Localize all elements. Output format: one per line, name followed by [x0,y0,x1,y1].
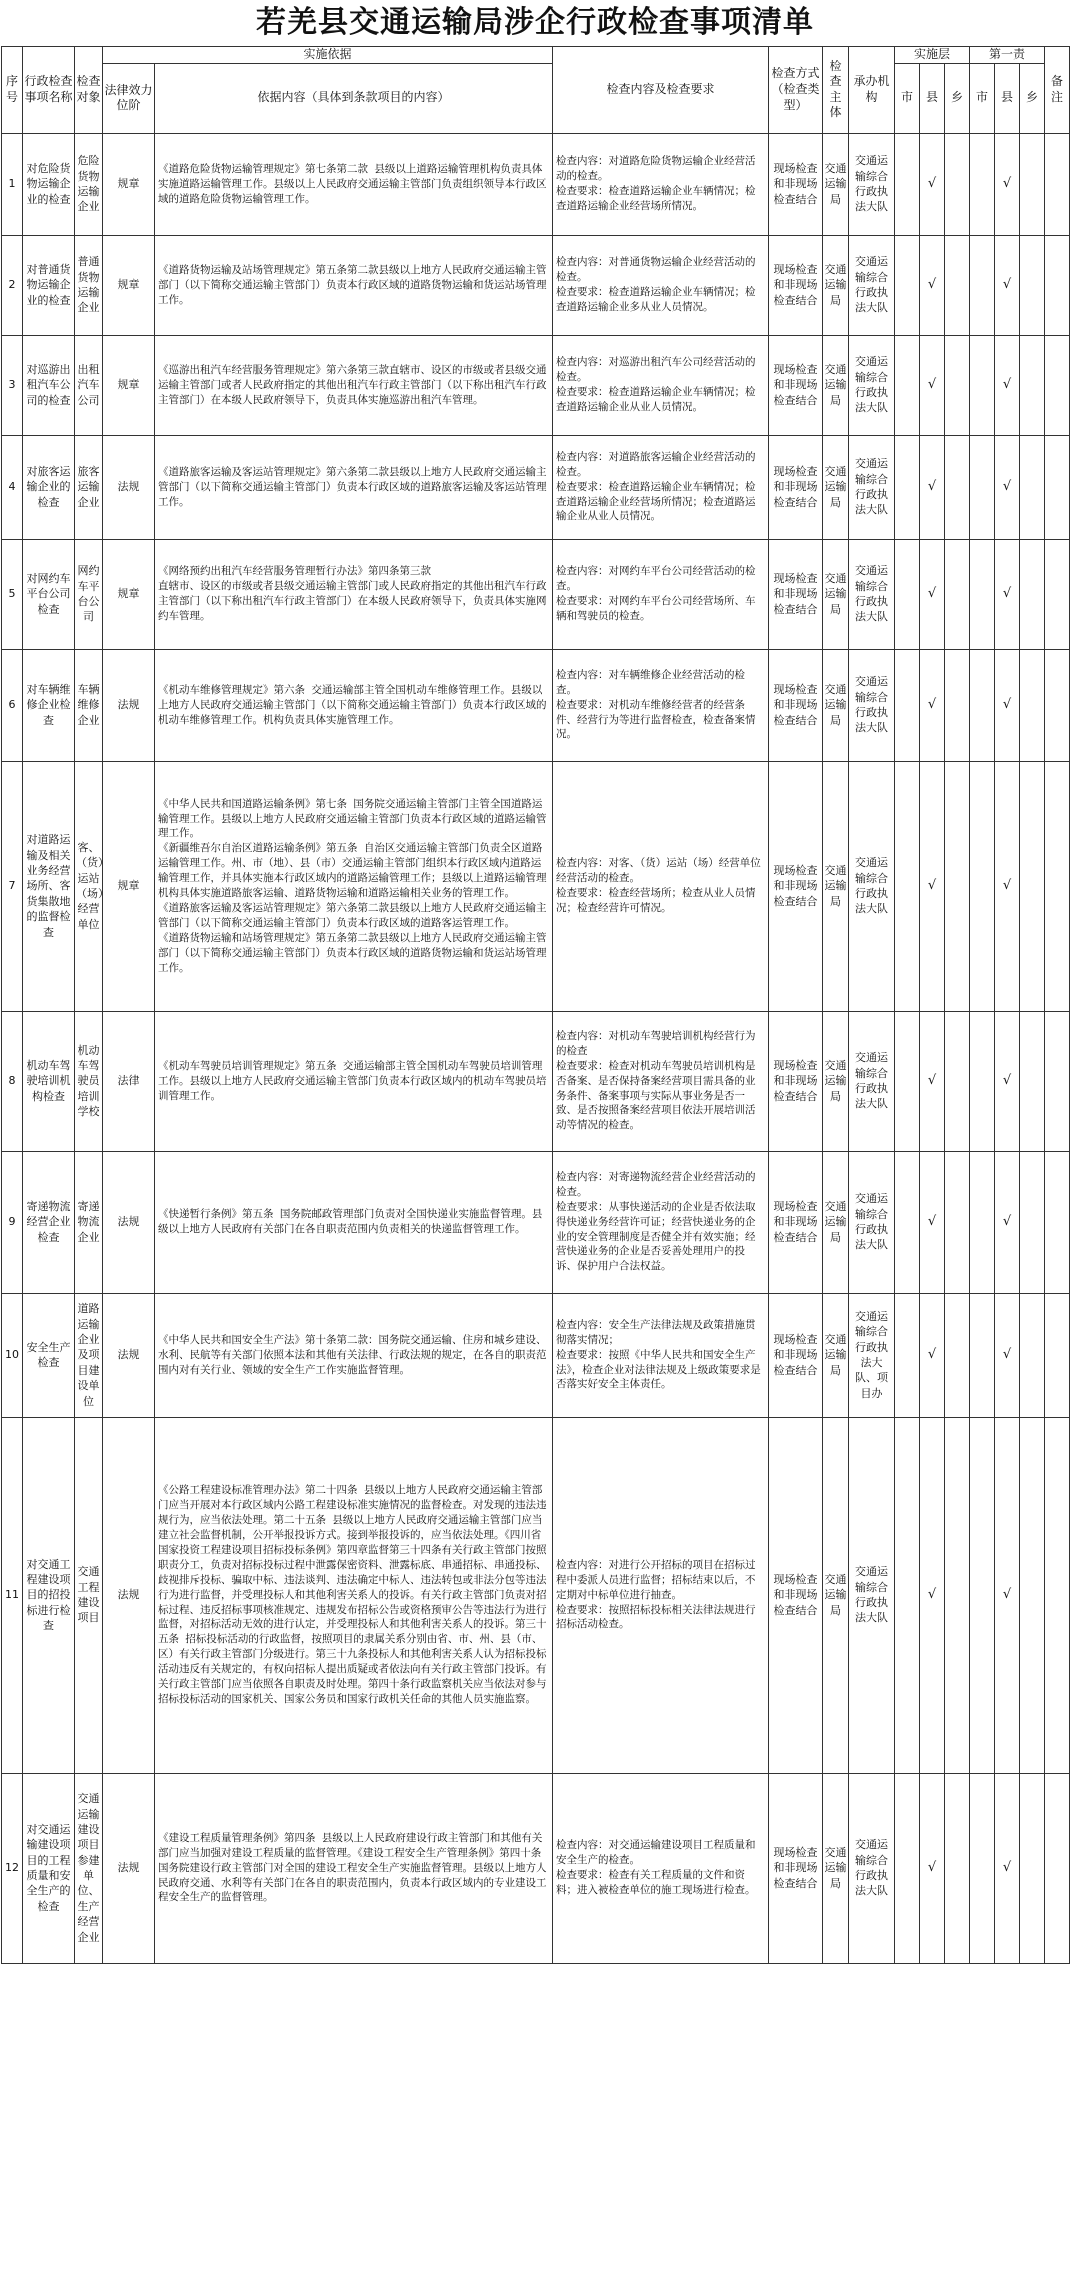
row-object: 车辆维修企业 [75,649,103,761]
row-basis [155,133,553,235]
table-row [2,335,1070,435]
row-object: 交通工程建设项目 [75,1417,103,1773]
first-county-check: √ [995,1011,1020,1151]
basis-paragraph: 《中华人民共和国安全生产法》第十条第二款：国务院交通运输、住房和城乡建设、水利、民航等有关部门依照本法和其他有关法律、行政法规的规定，在各自的职责范围内对有关行业、领域的安全生产工作实施监督管理。 [158,1333,547,1376]
requirement-paragraph: 检查内容：对巡游出租汽车公司经营活动的检查。 [556,356,756,384]
level-county-check: √ [920,435,945,539]
level-county-check: √ [920,1417,945,1773]
header-seq: 序号 [2,47,23,134]
row-item-name: 对旅客运输企业的检查 [23,435,75,539]
first-city-cell [970,133,995,235]
header-method: 检查方式（检查类型） [769,47,823,134]
row-method: 现场检查和非现场检查结合 [769,1011,823,1151]
row-subject: 交通运输局 [823,1151,849,1293]
row-seq: 1 [2,133,23,235]
row-basis [155,335,553,435]
basis-paragraph: 《巡游出租汽车经营服务管理规定》第六条第三款直辖市、设区的市级或者县级交通运输主管部门或者人民政府指定的其他出租汽车行政主管部门（以下称出租汽车行政主管部门）在本级人民政府领导下，负责具体实施巡游出租汽车管理。 [158,363,547,406]
level-town-cell [945,1151,970,1293]
row-agency: 交通运输综合行政执法大队 [849,761,895,1011]
basis-paragraph: 《公路工程建设标准管理办法》第二十四条 县级以上地方人民政府交通运输主管部门应当开展对本行政区域内公路工程建设标准实施情况的监督检查。对发现的违法违规行为，应当依法处理。第二十五条 县级以上地方人民政府交通运输主管部门应当建立社会监督机制，公开举报投诉方式。接到举报投诉的，应当依法处理。《四川省国家投资工程建设项目招标投标条例》第四章监督第三十四条有关行政主管部门按照职责分工，负责对招标投标过程中泄露保密资料、泄露标底、串通招标、串通投标、歧视排斥投标、骗取中标、违法谈判、违法确定中标人、违法转包或非法分包等违法行为进行监督，并受理投标人和其他利害关系人的投诉。有关行政主管部门负责对招标过程、违反招标事项核准规定、违规发布招标公告或资格预审公告等违法行为进行监督，对招标活动无效的进行认定，并受理投标人和其他利害关系人的投诉。第三十五条 招标投标活动的行政监督，按照项目的隶属关系分别由省、市、州、县（市、区）有关行政主管部门分级进行。第三十九条投标人和其他利害关系人认为招标投标活动违反有关规定的，有权向招标人提出质疑或者依法向有关行政主管部门投诉。有关行政主管部门应当依照各自职责及时处理。第四十条行政监察机关应当依法对参与招标投标活动的国家机关、国家公务员和国家行政机关任命的其他人员实施监察。 [158,1484,547,1705]
requirement-paragraph: 检查内容：对道路旅客运输企业经营活动的检查。 [556,450,756,478]
row-agency: 交通运输综合行政执法大队 [849,1417,895,1773]
requirement-paragraph: 检查要求：按照《中华人民共和国安全生产法》，检查企业对法律法规及上级政策要求是否落实好安全主体责任。 [556,1348,761,1391]
table-row [2,539,1070,649]
first-town-cell [1020,761,1045,1011]
table-row [2,1151,1070,1293]
row-requirements [553,761,769,1011]
inspection-table [1,46,1070,1964]
row-item-name: 机动车驾驶培训机构检查 [23,1011,75,1151]
row-subject: 交通运输局 [823,539,849,649]
requirement-paragraph: 检查内容：对交通运输建设项目工程质量和安全生产的检查。 [556,1839,756,1867]
row-requirements [553,435,769,539]
first-town-cell [1020,1011,1045,1151]
row-agency: 交通运输综合行政执法大队 [849,1151,895,1293]
row-object: 道路运输企业及项目建设单位 [75,1293,103,1417]
row-basis [155,1417,553,1773]
header-object: 检查对象 [75,47,103,134]
basis-paragraph: 《道路危险货物运输管理规定》第七条第二款 县级以上道路运输管理机构负责具体实施道路运输管理工作。县级以上人民政府交通运输主管部门负责组织领导本行政区域的道路危险货物运输管理工作。 [158,162,547,205]
row-item-name: 对网约车平台公司检查 [23,539,75,649]
row-subject: 交通运输局 [823,649,849,761]
level-county-check: √ [920,761,945,1011]
table-row [2,235,1070,335]
level-county-check: √ [920,235,945,335]
row-basis [155,1011,553,1151]
row-requirements [553,235,769,335]
row-item-name: 对危险货物运输企业的检查 [23,133,75,235]
row-seq: 3 [2,335,23,435]
row-seq: 12 [2,1773,23,1963]
row-object: 普通货物运输企业 [75,235,103,335]
row-subject: 交通运输局 [823,1417,849,1773]
row-item-name: 寄递物流经营企业检查 [23,1151,75,1293]
row-requirements [553,1151,769,1293]
requirement-paragraph: 检查内容：对寄递物流经营企业经营活动的检查。 [556,1170,756,1198]
level-county-check: √ [920,1011,945,1151]
requirement-paragraph: 检查内容：对道路危险货物运输企业经营活动的检查。 [556,155,756,183]
level-city-cell [895,1293,920,1417]
row-subject: 交通运输局 [823,1011,849,1151]
row-seq: 10 [2,1293,23,1417]
basis-paragraph: 直辖市、设区的市级或者县级交通运输主管部门或人民政府指定的其他出租汽车行政主管部门（以下称出租汽车行政主管部门）在本级人民政府领导下，负责具体实施网约车管理。 [158,580,547,622]
row-subject: 交通运输局 [823,335,849,435]
requirement-paragraph: 检查要求：检查有关工程质量的文件和资料；进入被检查单位的施工现场进行检查。 [556,1869,756,1896]
basis-paragraph: 《快递暂行条例》第五条 国务院邮政管理部门负责对全国快递业实施监督管理。县级以上地方人民政府有关部门在各自职责范围内负责相关的快递监督管理工作。 [158,1208,543,1236]
level-city-cell [895,1011,920,1151]
first-county-check: √ [995,335,1020,435]
row-method: 现场检查和非现场检查结合 [769,1417,823,1773]
level-town-cell [945,1293,970,1417]
header-basis: 依据内容（具体到条款项目的内容） [155,63,553,133]
row-remark [1045,1011,1070,1151]
requirement-paragraph: 检查要求：检查道路运输企业车辆情况；检查道路运输企业从业人员情况。 [556,386,756,413]
level-city-cell [895,435,920,539]
level-town-cell [945,133,970,235]
first-county-check: √ [995,435,1020,539]
level-town-cell [945,435,970,539]
requirement-paragraph: 检查内容：对客、（货）运站（场）经营单位经营活动的检查。 [556,857,761,885]
requirement-paragraph: 检查要求：检查经营场所；检查从业人员情况；检查经营许可情况。 [556,887,756,914]
row-remark [1045,761,1070,1011]
header-level-city: 市 [895,63,920,133]
row-remark [1045,1417,1070,1773]
row-legal-level: 法规 [103,1151,155,1293]
level-town-cell [945,235,970,335]
row-seq: 2 [2,235,23,335]
header-subject: 检查主体 [823,47,849,134]
row-basis [155,761,553,1011]
row-method: 现场检查和非现场检查结合 [769,235,823,335]
first-county-check: √ [995,761,1020,1011]
row-remark [1045,335,1070,435]
table-row [2,1773,1070,1963]
row-method: 现场检查和非现场检查结合 [769,1151,823,1293]
level-city-cell [895,1773,920,1963]
row-requirements [553,133,769,235]
requirement-paragraph: 检查内容：对车辆维修企业经营活动的检查。 [556,668,746,696]
row-seq: 8 [2,1011,23,1151]
row-legal-level: 法规 [103,1293,155,1417]
first-town-cell [1020,1773,1045,1963]
requirement-paragraph: 检查内容：对进行公开招标的项目在招标过程中委派人员进行监督；招标结束以后，不定期对中标单位进行抽查。 [556,1558,756,1601]
level-city-cell [895,1417,920,1773]
first-county-check: √ [995,1151,1020,1293]
first-city-cell [970,649,995,761]
row-basis [155,539,553,649]
header-level-town: 乡 [945,63,970,133]
page-title: 若羌县交通运输局涉企行政检查事项清单 [256,5,814,40]
basis-paragraph: 《机动车驾驶员培训管理规定》第五条 交通运输部主管全国机动车驾驶员培训管理工作。县级以上地方人民政府交通运输主管部门负责本行政区域内的机动车驾驶员培训管理工作。 [158,1059,547,1102]
first-county-check: √ [995,235,1020,335]
row-legal-level: 规章 [103,539,155,649]
row-item-name: 对交通工程建设项目的招投标进行检查 [23,1417,75,1773]
header-level-county: 县 [920,63,945,133]
row-agency: 交通运输综合行政执法大队 [849,1773,895,1963]
row-legal-level: 法规 [103,435,155,539]
table-row [2,435,1070,539]
level-town-cell [945,539,970,649]
requirement-paragraph: 检查内容：安全生产法律法规及政策措施贯彻落实情况； [556,1318,756,1346]
row-item-name: 安全生产检查 [23,1293,75,1417]
row-method: 现场检查和非现场检查结合 [769,133,823,235]
first-city-cell [970,435,995,539]
header-first-town: 乡 [1020,63,1045,133]
level-county-check: √ [920,1151,945,1293]
row-requirements [553,1417,769,1773]
row-remark [1045,539,1070,649]
row-item-name: 对道路运输及相关业务经营场所、客货集散地的监督检查 [23,761,75,1011]
first-county-check: √ [995,133,1020,235]
requirement-paragraph: 检查内容：对普通货物运输企业经营活动的检查。 [556,256,756,284]
level-city-cell [895,649,920,761]
row-object: 出租汽车公司 [75,335,103,435]
level-county-check: √ [920,133,945,235]
level-town-cell [945,1417,970,1773]
row-subject: 交通运输局 [823,1293,849,1417]
first-city-cell [970,235,995,335]
row-object: 客、（货）运站（场）经营单位 [75,761,103,1011]
header-item: 行政检查事项名称 [23,47,75,134]
row-item-name: 对普通货物运输企业的检查 [23,235,75,335]
row-subject: 交通运输局 [823,235,849,335]
requirement-paragraph: 检查内容：对机动车驾驶培训机构经营行为的检查 [556,1029,756,1057]
row-basis [155,1151,553,1293]
row-remark [1045,133,1070,235]
first-town-cell [1020,335,1045,435]
row-item-name: 对交通运输建设项目的工程质量和安全生产的检查 [23,1773,75,1963]
row-seq: 9 [2,1151,23,1293]
first-county-check: √ [995,1293,1020,1417]
header-first-county: 县 [995,63,1020,133]
basis-paragraph: 《道路货物运输和站场管理规定》第五条第二款县级以上地方人民政府交通运输主管部门（以下简称交通运输主管部门）负责本行政区域的道路货物运输和货运站场管理工作。 [158,931,547,974]
row-remark [1045,435,1070,539]
header-basis-group: 实施依据 [103,47,553,64]
header-first-city: 市 [970,63,995,133]
row-method: 现场检查和非现场检查结合 [769,649,823,761]
row-method: 现场检查和非现场检查结合 [769,761,823,1011]
first-city-cell [970,761,995,1011]
row-agency: 交通运输综合行政执法大队 [849,539,895,649]
basis-paragraph: 《中华人民共和国道路运输条例》第七条 国务院交通运输主管部门主管全国道路运输管理工作。县级以上地方人民政府交通运输主管部门负责本行政区域的道路运输管理工作。 [158,797,547,840]
row-agency: 交通运输综合行政执法大队 [849,133,895,235]
row-agency: 交通运输综合行政执法大队 [849,335,895,435]
row-legal-level: 法规 [103,1773,155,1963]
requirement-paragraph: 检查要求：按照招标投标相关法律法规进行招标活动检查。 [556,1603,756,1631]
table-row [2,649,1070,761]
row-legal-level: 规章 [103,235,155,335]
row-seq: 6 [2,649,23,761]
requirement-paragraph: 检查要求：对网约车平台公司经营场所、车辆和驾驶员的检查。 [556,595,756,622]
row-requirements [553,649,769,761]
row-method: 现场检查和非现场检查结合 [769,335,823,435]
row-legal-level: 规章 [103,335,155,435]
level-town-cell [945,761,970,1011]
row-object: 寄递物流企业 [75,1151,103,1293]
requirement-paragraph: 检查要求：检查对机动车驾驶员培训机构是否备案、是否保持备案经营项目需具备的业务条件、备案事项与实际从事业务是否一致、是否按照备案经营项目依法开展培训活动等情况的检查。 [556,1059,756,1132]
basis-paragraph: 《建设工程质量管理条例》第四条 县级以上人民政府建设行政主管部门和其他有关部门应当加强对建设工程质量的监督管理。《建设工程安全生产管理条例》第四十条 国务院建设行政主管部门对全国的建设工程安全生产实施监督管理。县级以上地方人民政府交通、水利等有关部门在各自的职责范围内，负责本行政区域内的专业建设工程安全生产的监督管理。 [158,1831,547,1904]
basis-paragraph: 《网络预约出租汽车经营服务管理暂行办法》第四条第三款 [158,565,431,578]
level-city-cell [895,335,920,435]
basis-paragraph: 《道路货物运输及站场管理规定》第五条第二款县级以上地方人民政府交通运输主管部门（以下简称交通运输主管部门）负责本行政区域的道路货物运输和货运站场管理工作。 [158,263,547,306]
row-remark [1045,235,1070,335]
requirement-paragraph: 检查要求：对机动车维修经营者的经营条件、经营行为等进行监督检查，检查备案情况。 [556,698,756,741]
level-town-cell [945,649,970,761]
first-town-cell [1020,1417,1045,1773]
row-object: 网约车平台公司 [75,539,103,649]
level-town-cell [945,1773,970,1963]
row-subject: 交通运输局 [823,761,849,1011]
row-object: 交通运输建设项目参建单位、生产经营企业 [75,1773,103,1963]
row-agency: 交通运输综合行政执法大队 [849,649,895,761]
first-town-cell [1020,539,1045,649]
first-county-check: √ [995,1417,1020,1773]
row-basis [155,1773,553,1963]
row-requirements [553,335,769,435]
first-city-cell [970,1293,995,1417]
basis-paragraph: 《新疆维吾尔自治区道路运输条例》第五条 自治区交通运输主管部门负责全区道路运输管理工作。州、市（地）、县（市）交通运输主管部门组织本行政区域内道路运输管理工作，并具体实施本行政区域内的道路运输管理工作；县级以上道路运输管理机构具体实施道路旅客运输、道路货物运输和道路运输相关业务的管理工作。 [158,842,547,900]
row-seq: 4 [2,435,23,539]
header-agency: 承办机构 [849,47,895,134]
level-county-check: √ [920,539,945,649]
row-basis [155,235,553,335]
first-county-check: √ [995,649,1020,761]
row-requirements [553,1773,769,1963]
row-legal-level: 法规 [103,1417,155,1773]
first-city-cell [970,1773,995,1963]
table-row [2,1011,1070,1151]
row-subject: 交通运输局 [823,133,849,235]
row-remark [1045,1293,1070,1417]
table-row [2,1293,1070,1417]
row-requirements [553,1293,769,1417]
row-seq: 11 [2,1417,23,1773]
requirement-paragraph: 检查要求：检查道路运输企业车辆情况；检查道路运输企业多从业人员情况。 [556,286,756,313]
row-subject: 交通运输局 [823,435,849,539]
first-county-check: √ [995,539,1020,649]
level-county-check: √ [920,335,945,435]
level-town-cell [945,335,970,435]
row-agency: 交通运输综合行政执法大队、项目办 [849,1293,895,1417]
row-basis [155,1293,553,1417]
row-method: 现场检查和非现场检查结合 [769,435,823,539]
first-county-check: √ [995,1773,1020,1963]
level-county-check: √ [920,1293,945,1417]
row-requirements [553,1011,769,1151]
row-object: 机动车驾驶员培训学校 [75,1011,103,1151]
first-town-cell [1020,133,1045,235]
row-remark [1045,1151,1070,1293]
row-subject: 交通运输局 [823,1773,849,1963]
first-city-cell [970,1417,995,1773]
requirement-paragraph: 检查要求：检查道路运输企业车辆情况；检查道路运输企业经营场所情况。 [556,185,756,212]
row-seq: 5 [2,539,23,649]
row-legal-level: 法规 [103,649,155,761]
row-method: 现场检查和非现场检查结合 [769,1773,823,1963]
requirement-paragraph: 检查要求：从事快递活动的企业是否依法取得快递业务经营许可证；经营快递业务的企业的安全管理制度是否健全并有效实施；经营快递业务的企业是否妥善处理用户的投诉、保护用户合法权益。 [556,1200,756,1273]
row-item-name: 对巡游出租汽车公司的检查 [23,335,75,435]
header-remark: 备注 [1045,47,1070,134]
first-city-cell [970,1151,995,1293]
level-county-check: √ [920,649,945,761]
requirement-paragraph: 检查要求：检查道路运输企业车辆情况；检查道路运输企业经营场所情况；检查道路运输企业从业人员情况。 [556,480,756,523]
row-legal-level: 规章 [103,761,155,1011]
level-city-cell [895,133,920,235]
level-city-cell [895,539,920,649]
row-remark [1045,1773,1070,1963]
first-town-cell [1020,235,1045,335]
row-method: 现场检查和非现场检查结合 [769,539,823,649]
row-requirements [553,539,769,649]
first-town-cell [1020,649,1045,761]
header-level-group: 实施层 [895,47,970,64]
header-requirements: 检查内容及检查要求 [553,47,769,134]
first-city-cell [970,335,995,435]
first-city-cell [970,539,995,649]
level-county-check: √ [920,1773,945,1963]
first-town-cell [1020,1293,1045,1417]
level-city-cell [895,1151,920,1293]
row-item-name: 对车辆维修企业检查 [23,649,75,761]
basis-paragraph: 《道路旅客运输及客运站管理规定》第六条第二款县级以上地方人民政府交通运输主管部门（以下简称交通运输主管部门）负责本行政区域的道路旅客运输及客运站管理工作。 [158,465,547,508]
basis-paragraph: 《道路旅客运输及客运站管理规定》第六条第二款县级以上地方人民政府交通运输主管部门（以下简称交通运输主管部门）负责本行政区域的道路客运管理工作。 [158,902,547,929]
header-first-group: 第一责 [970,47,1045,64]
table-row [2,1417,1070,1773]
row-basis [155,649,553,761]
row-method: 现场检查和非现场检查结合 [769,1293,823,1417]
requirement-paragraph: 检查内容：对网约车平台公司经营活动的检查。 [556,565,756,593]
first-town-cell [1020,1151,1045,1293]
row-agency: 交通运输综合行政执法大队 [849,1011,895,1151]
header-legal: 法律效力位阶 [103,63,155,133]
level-city-cell [895,235,920,335]
first-city-cell [970,1011,995,1151]
row-legal-level: 法律 [103,1011,155,1151]
row-remark [1045,649,1070,761]
first-town-cell [1020,435,1045,539]
row-basis [155,435,553,539]
row-object: 危险货物运输企业 [75,133,103,235]
row-object: 旅客运输企业 [75,435,103,539]
basis-paragraph: 《机动车维修管理规定》第六条 交通运输部主管全国机动车维修管理工作。县级以上地方人民政府交通运输主管部门（以下简称交通运输主管部门）负责本行政区域的机动车维修管理工作。机构负责具体实施管理工作。 [158,683,547,726]
row-seq: 7 [2,761,23,1011]
row-legal-level: 规章 [103,133,155,235]
table-row [2,133,1070,235]
table-row [2,761,1070,1011]
row-agency: 交通运输综合行政执法大队 [849,435,895,539]
row-agency: 交通运输综合行政执法大队 [849,235,895,335]
level-city-cell [895,761,920,1011]
level-town-cell [945,1011,970,1151]
